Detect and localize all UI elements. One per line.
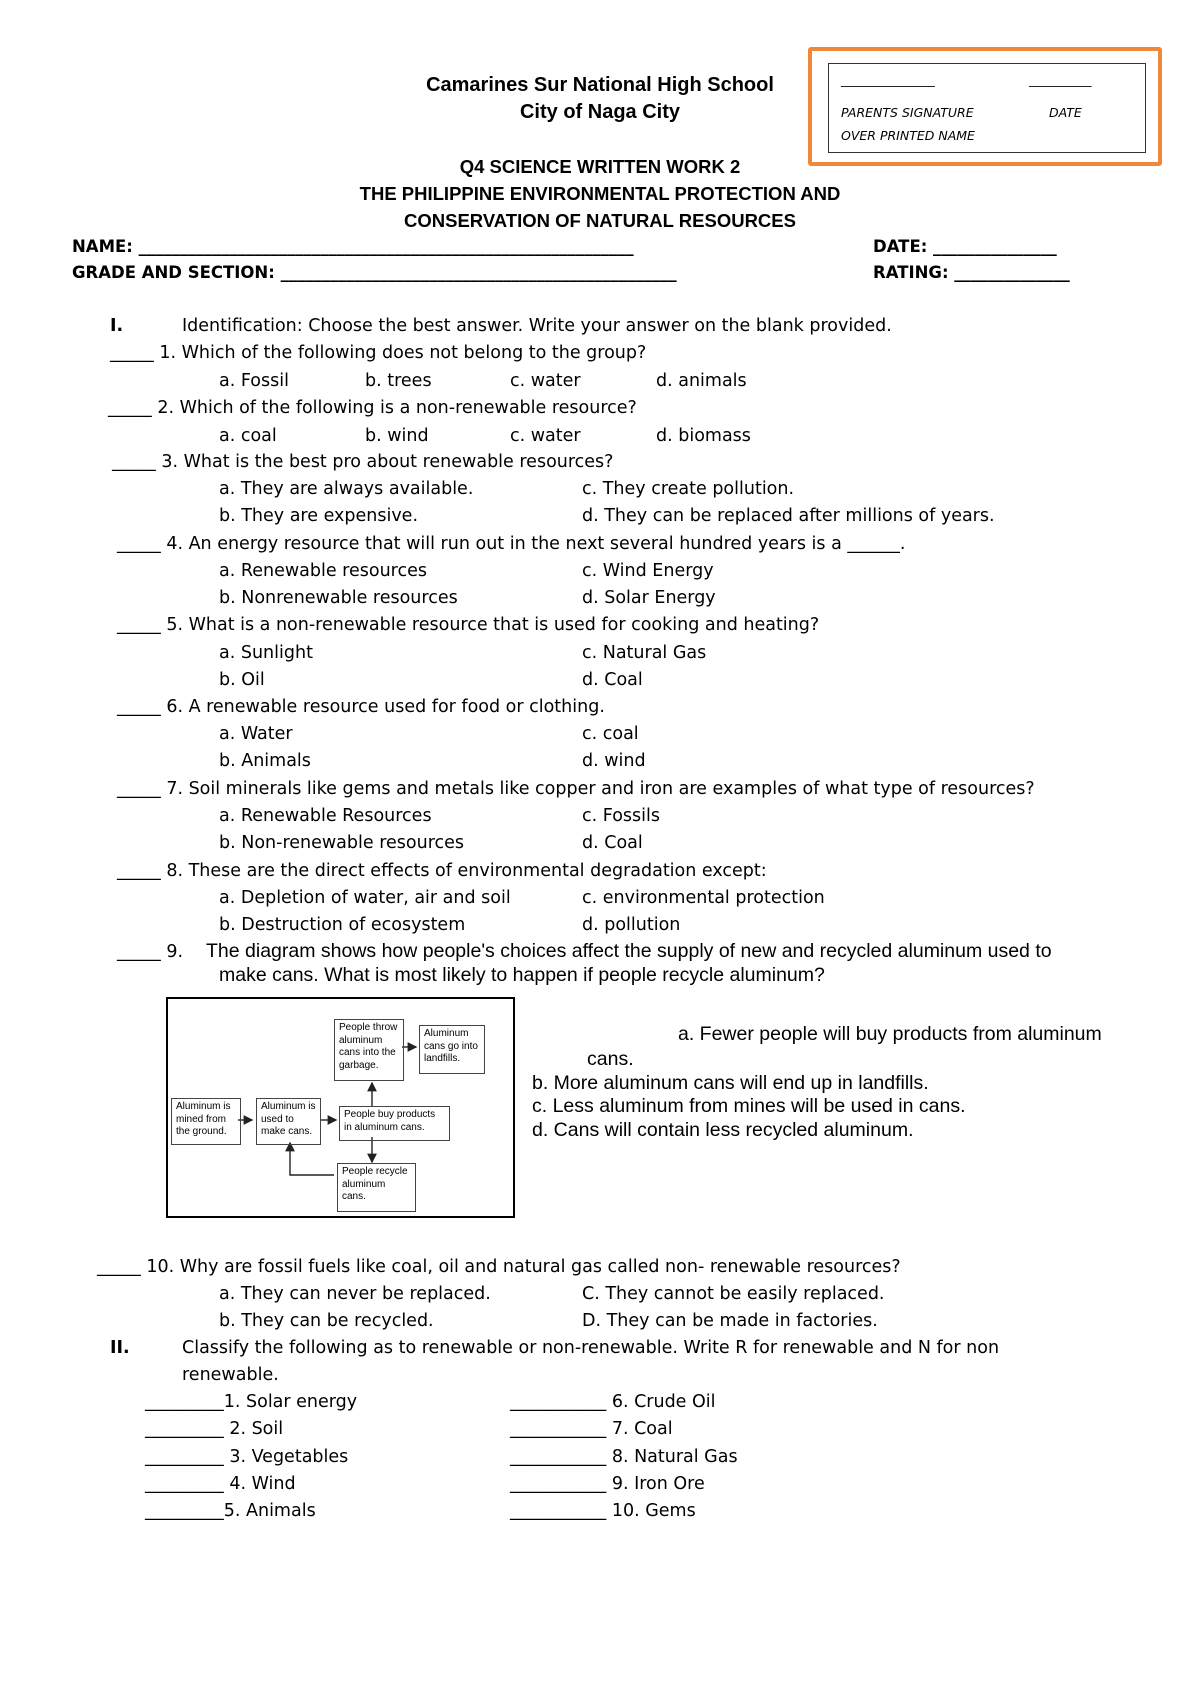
q9-option-a-line-1: a. Fewer people will buy products from aluminum — [678, 1023, 1102, 1045]
box-people-throw: People throw aluminum cans into the garbage. — [334, 1019, 404, 1081]
q3-option-c: c. They create pollution. — [582, 479, 795, 499]
name-field: NAME: ____________________________________________________________ — [72, 237, 634, 256]
q4-option-d: d. Solar Energy — [582, 588, 716, 608]
q4-option-a: a. Renewable resources — [219, 561, 427, 581]
q5-option-b: b. Oil — [219, 670, 265, 690]
classify-item-9: ___________ 9. Iron Ore — [510, 1474, 705, 1494]
q9-stem-line-1: The diagram shows how people's choices affect the supply of new and recycled aluminum used to — [206, 940, 1052, 962]
aluminum-flow-diagram — [166, 997, 515, 1218]
q10-stem: _____ 10. Why are fossil fuels like coal, oil and natural gas called non- renewable resources? — [97, 1257, 901, 1277]
q7-option-d: d. Coal — [582, 833, 643, 853]
q6-option-b: b. Animals — [219, 751, 311, 771]
q7-option-c: c. Fossils — [582, 806, 660, 826]
q6-stem: _____ 6. A renewable resource used for food or clothing. — [117, 697, 605, 717]
part2-instruction-line-1: Classify the following as to renewable or non-renewable. Write R for renewable and N for non — [182, 1338, 1000, 1358]
q7-option-b: b. Non-renewable resources — [219, 833, 465, 853]
q9-option-a-line-2: cans. — [587, 1048, 634, 1070]
q1-option-b: b. trees — [365, 371, 432, 391]
box-landfills: Aluminum cans go into landfills. — [419, 1025, 485, 1074]
q2-option-a: a. coal — [219, 426, 277, 446]
signature-line: _______________ — [841, 72, 935, 87]
title-line-1: Q4 SCIENCE WRITTEN WORK 2 — [459, 156, 741, 177]
q2-option-c: c. water — [510, 426, 581, 446]
q5-option-a: a. Sunlight — [219, 643, 313, 663]
classify-item-2: _________ 2. Soil — [145, 1419, 284, 1439]
classify-item-3: _________ 3. Vegetables — [145, 1447, 349, 1467]
q1-option-d: d. animals — [656, 371, 747, 391]
q8-option-b: b. Destruction of ecosystem — [219, 915, 466, 935]
q4-stem: _____ 4. An energy resource that will run out in the next several hundred years is a ______. — [117, 534, 906, 554]
q10-option-a: a. They can never be replaced. — [219, 1284, 491, 1304]
q4-option-c: c. Wind Energy — [582, 561, 714, 581]
q4-option-b: b. Nonrenewable resources — [219, 588, 458, 608]
date-label: DATE — [1049, 105, 1082, 120]
q9-stem-line-2: make cans. What is most likely to happen if people recycle aluminum? — [219, 964, 825, 986]
signature-inner-frame — [828, 63, 1146, 153]
q2-stem: _____ 2. Which of the following is a non-renewable resource? — [108, 398, 637, 418]
q1-option-c: c. water — [510, 371, 581, 391]
q10-option-b: b. They can be recycled. — [219, 1311, 434, 1331]
q9-option-b: b. More aluminum cans will end up in landfills. — [532, 1072, 929, 1094]
q8-option-c: c. environmental protection — [582, 888, 825, 908]
school-city: City of Naga City — [519, 101, 681, 123]
q6-option-c: c. coal — [582, 724, 639, 744]
rating-field: RATING: ______________ — [873, 263, 1070, 282]
q9-option-d: d. Cans will contain less recycled aluminum. — [532, 1119, 914, 1141]
q8-stem: _____ 8. These are the direct effects of environmental degradation except: — [117, 861, 767, 881]
q1-option-a: a. Fossil — [219, 371, 289, 391]
q5-option-d: d. Coal — [582, 670, 643, 690]
classify-item-6: ___________ 6. Crude Oil — [510, 1392, 716, 1412]
title-line-2: THE PHILIPPINE ENVIRONMENTAL PROTECTION AND — [359, 183, 841, 204]
q7-stem: _____ 7. Soil minerals like gems and metals like copper and iron are examples of what type of resources? — [117, 779, 1035, 799]
q9-blank: _____ 9. — [117, 942, 184, 962]
q10-option-d: D. They can be made in factories. — [582, 1311, 878, 1331]
q2-option-b: b. wind — [365, 426, 429, 446]
q5-option-c: c. Natural Gas — [582, 643, 707, 663]
q7-option-a: a. Renewable Resources — [219, 806, 432, 826]
school-name: Camarines Sur National High School — [426, 74, 774, 96]
classify-item-5: _________5. Animals — [145, 1501, 316, 1521]
title-line-3: CONSERVATION OF NATURAL RESOURCES — [404, 210, 796, 231]
q3-option-b: b. They are expensive. — [219, 506, 419, 526]
classify-item-8: ___________ 8. Natural Gas — [510, 1447, 738, 1467]
parent-signature-box — [808, 47, 1162, 166]
q1-stem: _____ 1. Which of the following does not belong to the group? — [110, 343, 647, 363]
printed-name-label: OVER PRINTED NAME — [841, 128, 975, 143]
grade-section-field: GRADE AND SECTION: ________________________________________________ — [72, 263, 677, 282]
box-people-buy: People buy products in aluminum cans. — [339, 1106, 450, 1141]
part2-numeral: II. — [110, 1338, 130, 1358]
box-aluminum-mined: Aluminum is mined from the ground. — [171, 1098, 241, 1145]
box-aluminum-used: Aluminum is used to make cans. — [256, 1098, 321, 1145]
q9-option-c: c. Less aluminum from mines will be used in cans. — [532, 1095, 966, 1117]
q6-option-d: d. wind — [582, 751, 646, 771]
classify-item-7: ___________ 7. Coal — [510, 1419, 673, 1439]
part1-instruction: Identification: Choose the best answer. Write your answer on the blank provided. — [182, 316, 892, 336]
q3-stem: _____ 3. What is the best pro about renewable resources? — [112, 452, 614, 472]
q3-option-a: a. They are always available. — [219, 479, 474, 499]
classify-item-4: _________ 4. Wind — [145, 1474, 296, 1494]
part2-instruction-line-2: renewable. — [182, 1365, 279, 1385]
date-field: DATE: _______________ — [873, 237, 1057, 256]
part1-numeral: I. — [110, 316, 124, 336]
classify-item-1: _________1. Solar energy — [145, 1392, 358, 1412]
q2-option-d: d. biomass — [656, 426, 751, 446]
q5-stem: _____ 5. What is a non-renewable resource that is used for cooking and heating? — [117, 615, 820, 635]
box-people-recycle: People recycle aluminum cans. — [337, 1163, 416, 1212]
q10-option-c: C. They cannot be easily replaced. — [582, 1284, 885, 1304]
q3-option-d: d. They can be replaced after millions of years. — [582, 506, 995, 526]
date-line: __________ — [1029, 72, 1092, 87]
q8-option-a: a. Depletion of water, air and soil — [219, 888, 511, 908]
parents-signature-label: PARENTS SIGNATURE — [841, 105, 974, 120]
q8-option-d: d. pollution — [582, 915, 681, 935]
q6-option-a: a. Water — [219, 724, 293, 744]
classify-item-10: ___________ 10. Gems — [510, 1501, 696, 1521]
